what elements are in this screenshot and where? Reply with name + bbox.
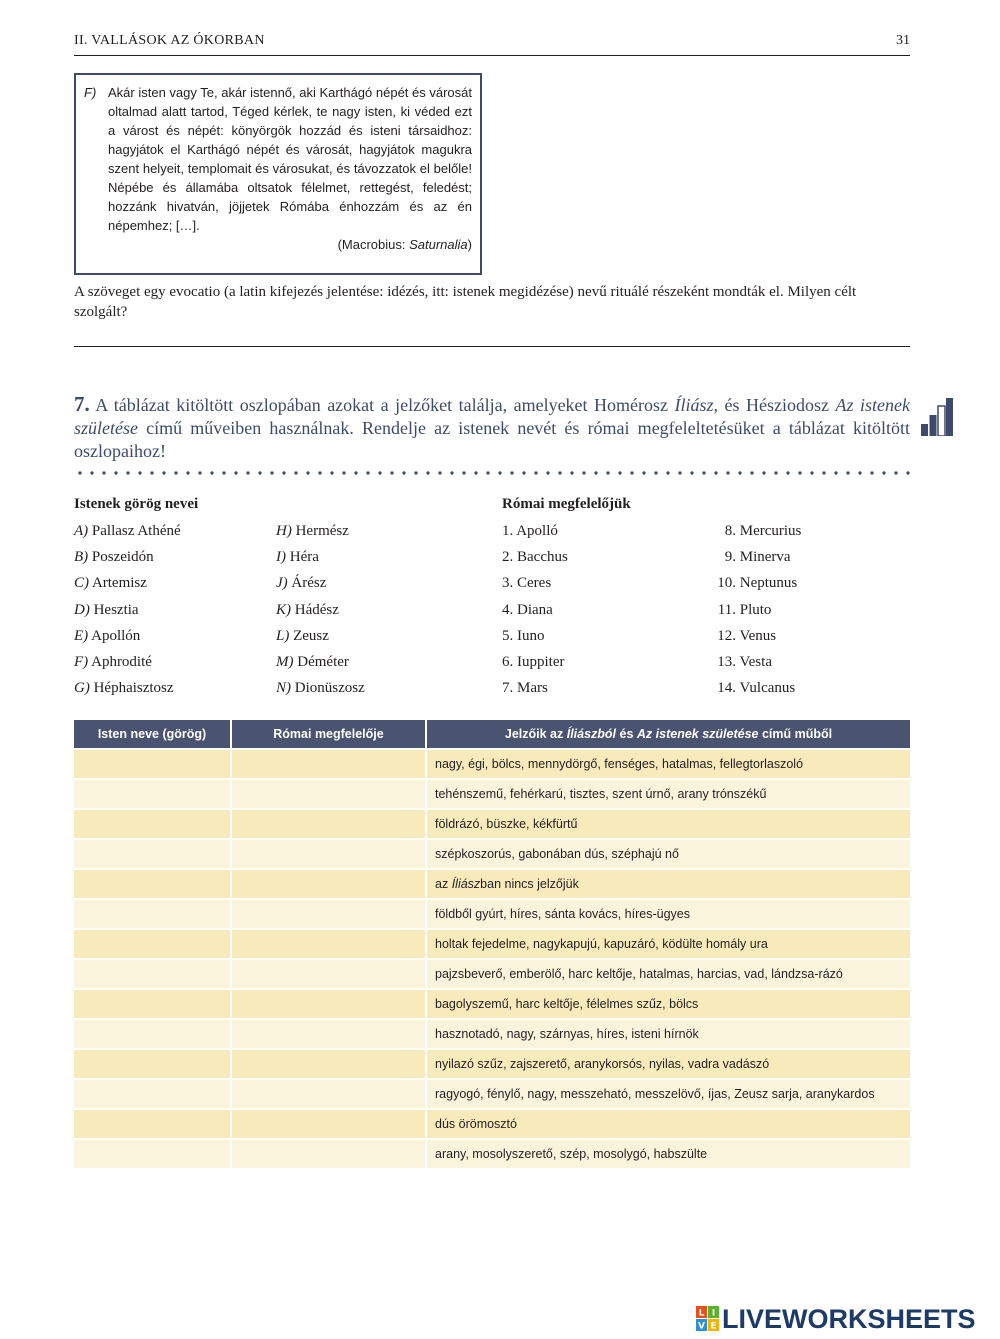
roman-number: 11. (717, 601, 736, 618)
table-row (74, 988, 910, 1018)
svg-text:V: V (698, 1321, 705, 1332)
quote-text: Akár isten vagy Te, akár istennő, aki Karthágó népét és városát oltalmad alatt tartod, Téged kérlek, te nagy isten, ki véded ezt a várost és népét: könyörgök hozzád és isteni társaidhoz: hagyjátok el Karthágó népét és városát, hagyjátok magukra szent helyeit, templomait és városukat, és távozzatok el belőle! Népébe és államába oltsatok félelmet, rettegést, feledést; hozzánk hivatván, jöjjetek Rómába énhozzám és az én népemhez; […]. (108, 85, 472, 233)
task-italic-2: Az istenek születése (74, 395, 910, 438)
roman-equivalent-cell[interactable] (232, 838, 427, 868)
table-row (74, 898, 910, 928)
greek-name: Apollón (91, 627, 141, 644)
greek-name-cell[interactable] (74, 958, 232, 988)
greek-name-cell[interactable] (74, 1138, 232, 1168)
table-row (74, 838, 910, 868)
chapter-title: II. VALLÁSOK AZ ÓKORBAN (74, 33, 265, 48)
greek-name-item (276, 652, 349, 672)
roman-name: Neptunus (739, 575, 798, 592)
answer-line[interactable] (74, 346, 910, 347)
table-row (74, 1018, 910, 1048)
table-row (74, 928, 910, 958)
greek-letter: E) (74, 627, 89, 644)
greek-letter: F) (74, 654, 89, 670)
roman-name: Apolló (516, 523, 558, 539)
greek-name-item (276, 573, 326, 593)
greek-name: Aphrodité (91, 654, 152, 670)
header-greek-name: Isten neve (görög) (74, 720, 232, 748)
greek-name-item (74, 573, 147, 593)
roman-equivalent-cell[interactable] (232, 808, 427, 838)
epithet-cell: bagolyszemű, harc keltője, félelmes szűz, bölcs (427, 988, 910, 1018)
table-row (74, 868, 910, 898)
source-title: Saturnalia (409, 237, 468, 252)
greek-letter: C) (74, 575, 89, 592)
svg-text:L: L (698, 1308, 705, 1319)
roman-name: Ceres (517, 575, 552, 592)
roman-name: Minerva (739, 549, 791, 566)
greek-letter: M) (276, 654, 294, 670)
greek-name-item (276, 678, 365, 698)
epithet-cell: arany, mosolyszerető, szép, mosolygó, habszülte (427, 1138, 910, 1168)
table-row (74, 958, 910, 988)
header-epithets (427, 720, 910, 748)
greek-name: Hádész (294, 601, 339, 618)
roman-equivalent-cell[interactable] (232, 1138, 427, 1168)
greek-name-item (276, 547, 319, 567)
greek-name-cell[interactable] (74, 1048, 232, 1078)
roman-name-item (710, 626, 776, 646)
greek-name-cell[interactable] (74, 838, 232, 868)
task-instruction (74, 393, 910, 463)
roman-equivalent-cell[interactable] (232, 958, 427, 988)
epithet-cell: szépkoszorús, gabonában dús, széphajú nő (427, 838, 910, 868)
epithet-cell: hasznotadó, nagy, szárnyas, híres, isteni hírnök (427, 1018, 910, 1048)
greek-name: Pallasz Athéné (91, 523, 181, 539)
greek-name-cell[interactable] (74, 1018, 232, 1048)
greek-letter: K) (276, 601, 291, 618)
roman-heading: Római megfelelőjük (502, 496, 631, 512)
table-row (74, 778, 910, 808)
table-row (74, 1078, 910, 1108)
source-suffix: ) (467, 237, 472, 252)
roman-name-item (502, 652, 564, 672)
greek-name-item (74, 652, 152, 672)
roman-equivalent-cell[interactable] (232, 898, 427, 928)
page-number: 31 (896, 33, 910, 48)
roman-name-item (710, 521, 801, 541)
h3c: és (616, 727, 637, 741)
roman-number: 5. (502, 627, 514, 644)
roman-equivalent-cell[interactable] (232, 928, 427, 958)
roman-number: 4. (502, 601, 514, 618)
roman-name-item (710, 678, 795, 698)
table-row (74, 1048, 910, 1078)
roman-equivalent-cell[interactable] (232, 868, 427, 898)
greek-name: Hesztia (93, 601, 139, 618)
source-prefix: (Macrobius: (337, 237, 410, 252)
greek-name-cell[interactable] (74, 808, 232, 838)
h3d: Az istenek születése (636, 727, 759, 741)
task-text-1: A táblázat kitöltött oszlopában azokat a jelzőket találja, amelyeket Homérosz (89, 395, 675, 415)
greek-name-item (74, 547, 154, 567)
epithet-cell: dús örömosztó (427, 1108, 910, 1138)
greek-heading: Istenek görög nevei (74, 496, 199, 512)
h3b: Íliászból (566, 727, 617, 741)
roman-equivalent-cell[interactable] (232, 1048, 427, 1078)
greek-name: Hermész (295, 523, 349, 539)
greek-letter: I) (276, 549, 286, 566)
roman-equivalent-cell[interactable] (232, 748, 427, 778)
roman-name-item (502, 521, 558, 541)
task-italic-1: Íliász, (674, 395, 719, 415)
roman-equivalent-cell[interactable] (232, 1018, 427, 1048)
roman-equivalent-cell[interactable] (232, 988, 427, 1018)
roman-name: Vulcanus (739, 680, 796, 697)
roman-number: 8. (724, 523, 736, 539)
roman-name-item (710, 573, 797, 593)
greek-name: Zeusz (293, 627, 329, 644)
roman-name-item (502, 600, 553, 620)
greek-name: Héra (289, 549, 319, 566)
epithet-cell: földrázó, büszke, kékfürtű (427, 808, 910, 838)
roman-name: Iuno (517, 627, 545, 644)
quote-source (84, 235, 472, 254)
roman-name: Venus (739, 627, 777, 644)
task-number: 7. (74, 392, 90, 416)
greek-name: Poszeidón (91, 549, 154, 566)
greek-letter: B) (74, 549, 89, 566)
greek-name-item (74, 678, 174, 698)
italic-title: Íliász (451, 877, 481, 891)
roman-equivalent-cell[interactable] (232, 1078, 427, 1108)
table-row (74, 1138, 910, 1168)
table-row (74, 748, 910, 778)
greek-name-item (74, 600, 139, 620)
svg-text:I: I (711, 1308, 716, 1319)
task-text-2: és Hésziodosz (718, 395, 836, 415)
epithet-cell: ragyogó, fénylő, nagy, messzeható, messzelövő, íjas, Zeusz sarja, aranykardos (427, 1078, 910, 1108)
roman-name-item (502, 573, 551, 593)
roman-number: 6. (502, 654, 514, 670)
roman-name-item (710, 600, 771, 620)
task-text-3: című műveiben használnak. Rendelje az istenek nevét és római megfeleltetésüket a táblázat kitöltött oszlopaihoz! (74, 418, 910, 461)
greek-name-cell[interactable] (74, 778, 232, 808)
roman-name: Vesta (739, 654, 772, 670)
roman-name-item (502, 626, 545, 646)
roman-name: Pluto (739, 601, 772, 618)
greek-name-item (276, 521, 349, 541)
logo-text: LIVEWORKSHEETS (722, 1304, 976, 1334)
roman-number: 3. (502, 575, 514, 592)
roman-name: Mercurius (739, 523, 802, 539)
epithet-cell: nagy, égi, bölcs, mennydörgő, fenséges, hatalmas, fellegtorlaszoló (427, 748, 910, 778)
greek-name-item (74, 626, 140, 646)
roman-equivalent-cell[interactable] (232, 1108, 427, 1138)
roman-equivalent-cell[interactable] (232, 778, 427, 808)
epithet-cell: pajzsbeverő, emberölő, harc keltője, hatalmas, harcias, vad, lándzsa-rázó (427, 958, 910, 988)
greek-name-cell[interactable] (74, 928, 232, 958)
greek-letter: N) (276, 680, 291, 697)
roman-number: 12. (717, 627, 736, 644)
h3e: című műből (758, 727, 833, 741)
greek-letter: G) (74, 680, 90, 697)
quote-box (74, 73, 482, 275)
roman-number: 13. (717, 654, 736, 670)
epithet-cell: földből gyúrt, híres, sánta kovács, híres-ügyes (427, 898, 910, 928)
greek-name: Árész (291, 575, 327, 592)
greek-name-item (276, 600, 339, 620)
liveworksheets-logo (696, 1304, 996, 1334)
dotted-divider (74, 470, 910, 476)
svg-text:E: E (710, 1321, 717, 1332)
roman-name-item (502, 678, 548, 698)
epithet-cell: tehénszemű, fehérkarú, tisztes, szent úrnő, arany trónszékű (427, 778, 910, 808)
greek-name: Déméter (297, 654, 349, 670)
roman-name: Bacchus (517, 549, 568, 566)
roman-name: Mars (517, 680, 548, 697)
table-header-row (74, 720, 910, 748)
greek-letter: L) (276, 627, 290, 644)
greek-name: Dionüszosz (294, 680, 365, 697)
greek-name-cell[interactable] (74, 988, 232, 1018)
header-roman-equivalent: Római megfelelője (232, 720, 427, 748)
roman-number: 10. (717, 575, 736, 592)
roman-name-item (710, 652, 772, 672)
greek-name-item (74, 521, 181, 541)
roman-name-item (502, 547, 568, 567)
greek-name-cell[interactable] (74, 898, 232, 928)
greek-name-cell[interactable] (74, 1108, 232, 1138)
h3a: Jelzőik az (504, 727, 567, 741)
greek-name: Héphaisztosz (93, 680, 174, 697)
roman-number: 9. (724, 549, 736, 566)
roman-number: 1. (502, 523, 514, 539)
page-header (74, 33, 910, 56)
difficulty-bars-icon (921, 398, 953, 436)
greek-name-cell[interactable] (74, 748, 232, 778)
roman-number: 7. (502, 680, 514, 697)
roman-name: Iuppiter (517, 654, 565, 670)
roman-name-item (710, 547, 791, 567)
quote-label: F) (84, 85, 97, 100)
greek-name-cell[interactable] (74, 1078, 232, 1108)
matching-table (74, 720, 910, 1168)
roman-number: 14. (717, 680, 736, 697)
epithet-cell: az Íliászban nincs jelzőjük (427, 868, 910, 898)
greek-letter: A) (74, 523, 89, 539)
roman-number: 2. (502, 549, 514, 566)
table-row (74, 808, 910, 838)
greek-letter: J) (276, 575, 288, 592)
liveworksheets-logo-icon (696, 1306, 720, 1332)
epithet-cell: nyilazó szűz, zajszerető, aranykorsós, nyilas, vadra vadászó (427, 1048, 910, 1078)
table-row (74, 1108, 910, 1138)
greek-letter: D) (74, 601, 90, 618)
greek-name-item (276, 626, 329, 646)
epithet-cell: holtak fejedelme, nagykapujú, kapuzáró, ködülte homály ura (427, 928, 910, 958)
roman-name: Diana (517, 601, 553, 618)
greek-letter: H) (276, 523, 292, 539)
greek-name-cell[interactable] (74, 868, 232, 898)
question-text: A szöveget egy evocatio (a latin kifejezés jelentése: idézés, itt: istenek megidézése) nevű rituálé részeként mondták el. Milyen célt szolgált? (74, 284, 857, 320)
greek-name: Artemisz (91, 575, 147, 592)
